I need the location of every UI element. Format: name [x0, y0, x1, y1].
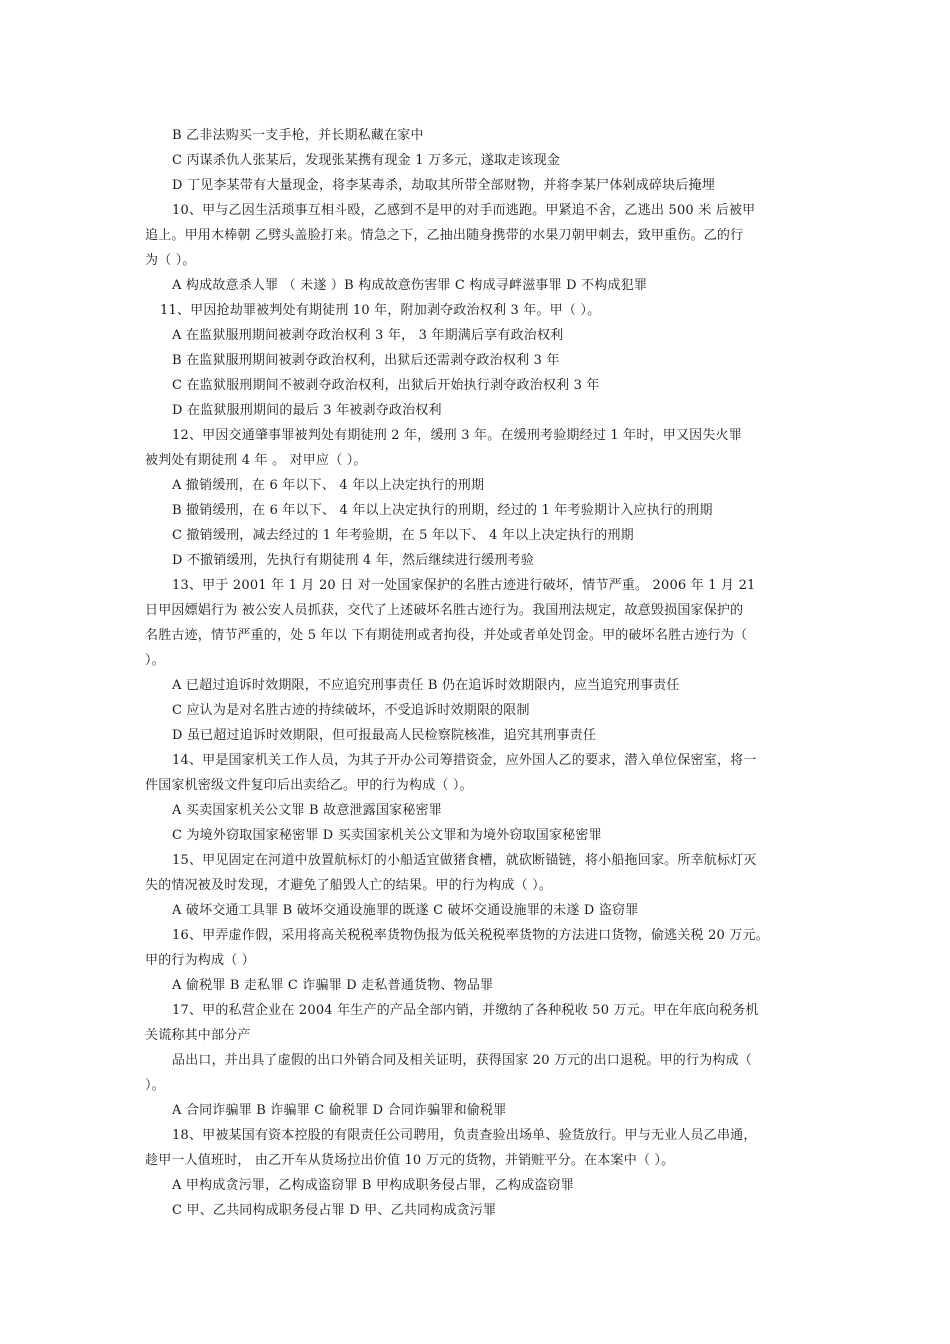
option-line: A 在监狱服刑期间被剥夺政治权利 3 年， 3 年期满后享有政治权利 [172, 328, 564, 343]
question-line: 17、甲的私营企业在 2004 年生产的产品全部内销，并缴纳了各种税收 50 万元。甲在年底向税务机 [172, 1003, 759, 1018]
text-line: ）。 [145, 1078, 165, 1093]
text-line: 被判处有期徒刑 4 年 。 对甲应（ ）。 [145, 453, 367, 468]
text-line: 日甲因嫖娼行为 被公安人员抓获，交代了上述破坏名胜古迹行为。我国刑法规定，故意毁损国家保护的 [145, 603, 744, 618]
text-line: 品出口，并出具了虚假的出口外销合同及相关证明，获得国家 20 万元的出口退税。甲的行为构成（ [172, 1053, 753, 1068]
text-line: 失的情况被及时发现，才避免了船毁人亡的结果。甲的行为构成（ ）。 [145, 878, 553, 893]
text-line: 名胜古迹，情节严重的，处 5 年以 下有期徒刑或者拘役，并处或者单处罚金。甲的破坏名胜古迹行为（ [145, 628, 748, 643]
option-line: B 在监狱服刑期间被剥夺政治权利，出狱后还需剥夺政治权利 3 年 [172, 353, 560, 368]
option-line: C 在监狱服刑期间不被剥夺政治权利，出狱后开始执行剥夺政治权利 3 年 [172, 378, 600, 393]
question-line: 18、甲被某国有资本控股的有限责任公司聘用，负责查验出场单、验货放行。甲与无业人员乙串通， [172, 1128, 757, 1143]
question-line: 16、甲弄虚作假，采用将高关税税率货物伪报为低关税税率货物的方法进口货物，偷逃关税 20 万元。 [172, 928, 769, 943]
option-line: A 甲构成贪污罪，乙构成盗窃罪 B 甲构成职务侵占罪，乙构成盗窃罪 [172, 1178, 574, 1193]
option-line: A 买卖国家机关公文罪 B 故意泄露国家秘密罪 [172, 803, 442, 818]
option-line: A 合同诈骗罪 B 诈骗罪 C 偷税罪 D 合同诈骗罪和偷税罪 [172, 1103, 507, 1118]
text-line: 关谎称其中部分产 [145, 1028, 251, 1043]
question-line: 11、甲因抢劫罪被判处有期徒刑 10 年，附加剥夺政治权利 3 年。甲（ ）。 [160, 303, 601, 318]
question-line: 13、甲于 2001 年 1 月 20 日 对一处国家保护的名胜古迹进行破坏，情节严重。 2006 年 1 月 21 [172, 578, 756, 593]
text-line: 件国家机密级文件复印后出卖给乙。甲的行为构成（ ）。 [145, 778, 473, 793]
option-line: A 偷税罪 B 走私罪 C 诈骗罪 D 走私普通货物、物品罪 [172, 978, 494, 993]
option-line: D 丁见李某带有大量现金，将李某毒杀，劫取其所带全部财物，并将李某尸体剁成碎块后掩埋 [172, 178, 715, 193]
option-line: D 虽已超过追诉时效期限，但可报最高人民检察院核准，追究其刑事责任 [172, 728, 597, 743]
option-line: C 丙谋杀仇人张某后，发现张某携有现金 1 万多元，遂取走该现金 [172, 153, 561, 168]
text-line: 甲的行为构成（ ） [145, 953, 255, 968]
option-line: B 撤销缓刑，在 6 年以下、 4 年以上决定执行的刑期，经过的 1 年考验期计入应执行的刑期 [172, 503, 713, 518]
option-line: A 撤销缓刑，在 6 年以下、 4 年以上决定执行的刑期 [172, 478, 485, 493]
option-line: A 已超过追诉时效期限，不应追究刑事责任 B 仍在追诉时效期限内，应当追究刑事责任 [172, 678, 680, 693]
option-line: C 应认为是对名胜古迹的持续破坏，不受追诉时效期限的限制 [172, 703, 530, 718]
option-line: C 甲、乙共同构成职务侵占罪 D 甲、乙共同构成贪污罪 [172, 1203, 497, 1218]
question-line: 10、甲与乙因生活琐事互相斗殴，乙感到不是甲的对手而逃跑。甲紧追不舍，乙逃出 500 米 后被甲 [172, 203, 756, 218]
text-line: ）。 [145, 653, 165, 668]
text-line: 为（ ）。 [145, 253, 196, 268]
text-line: 追上。甲用木棒朝 乙劈头盖脸打来。情急之下，乙抽出随身携带的水果刀朝甲刺去，致甲重伤。乙的行 [145, 228, 744, 243]
option-line: D 不撤销缓刑，先执行有期徒刑 4 年，然后继续进行缓刑考验 [172, 553, 535, 568]
question-line: 15、甲见固定在河道中放置航标灯的小船适宜做猪食槽，就砍断锚链，将小船拖回家。所幸航标灯灭 [172, 853, 757, 868]
option-line: D 在监狱服刑期间的最后 3 年被剥夺政治权利 [172, 403, 442, 418]
question-line: 14、甲是国家机关工作人员，为其子开办公司筹措资金，应外国人乙的要求，潜入单位保密室，将一 [172, 753, 757, 768]
option-line: C 为境外窃取国家秘密罪 D 买卖国家机关公文罪和为境外窃取国家秘密罪 [172, 828, 602, 843]
option-line: B 乙非法购买一支手枪，并长期私藏在家中 [172, 128, 424, 143]
option-line: A 破坏交通工具罪 B 破坏交通设施罪的既遂 C 破坏交通设施罪的未遂 D 盗窃罪 [172, 903, 639, 918]
option-line: C 撤销缓刑，减去经过的 1 年考验期，在 5 年以下、 4 年以上决定执行的刑期 [172, 528, 634, 543]
question-line: 12、甲因交通肇事罪被判处有期徒刑 2 年，缓刑 3 年。在缓刑考验期经过 1 年时，甲又因失火罪 [172, 428, 742, 443]
text-line: 趁甲一人值班时， 由乙开车从货场拉出价值 10 万元的货物，并销赃平分。在本案中（ ）。 [145, 1153, 675, 1168]
option-line: A 构成故意杀人罪 （ 未遂 ）B 构成故意伤害罪 C 构成寻衅滋事罪 D 不构成犯罪 [172, 278, 648, 293]
